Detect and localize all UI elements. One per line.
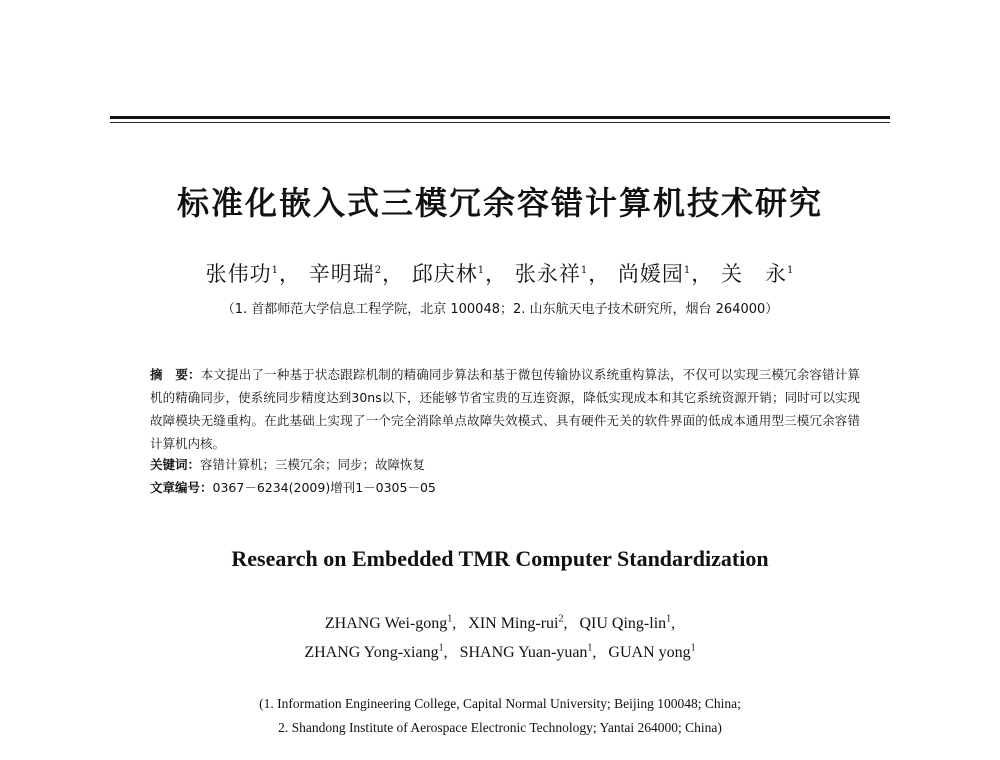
keywords-text: 容错计算机；三模冗余；同步；故障恢复 (200, 457, 426, 472)
chinese-title: 标准化嵌入式三模冗余容错计算机技术研究 (176, 184, 823, 222)
english-affiliation-line-1: (1. Information Engineering College, Capital Normal University; Beijing 100048; China; (259, 696, 741, 711)
keywords-label: 关键词： (150, 457, 201, 472)
author-cn: 邱庆林$^1$， (411, 262, 508, 286)
keywords-line (150, 455, 860, 473)
abstract-block (150, 363, 860, 455)
english-title: Research on Embedded TMR Computer Standardization (231, 546, 769, 571)
english-affiliation-line-2: 2. Shandong Institute of Aerospace Electronic Technology; Yantai 264000; China) (278, 720, 722, 735)
abstract-label: 摘 要： (150, 367, 201, 382)
author-cn: 张伟功$^1$， (205, 262, 302, 286)
author-cn: 尚媛园$^1$， (617, 262, 714, 286)
author-en: QIU Qing-lin$^1$, (579, 614, 676, 633)
article-number-line (150, 478, 860, 496)
header-rule-thick (110, 116, 890, 119)
author-en: SHANG Yuan-yuan$^1$, (459, 643, 597, 662)
chinese-affiliation: （1. 首都师范大学信息工程学院，北京 100048；2. 山东航天电子技术研究所，烟台 264000） (221, 302, 779, 317)
header-rule-thin (110, 122, 890, 123)
author-cn: 关 永$^1$ (720, 262, 795, 286)
english-authors-line-2 (0, 643, 1000, 662)
chinese-authors (0, 258, 1000, 288)
author-cn: 张永祥$^1$， (514, 262, 611, 286)
author-en: XIN Ming-rui$^2$, (468, 614, 568, 633)
author-en: ZHANG Yong-xiang$^1$, (304, 643, 448, 662)
article-number-label: 文章编号： (150, 480, 213, 495)
english-authors-line-1 (0, 614, 1000, 633)
author-en: ZHANG Wei-gong$^1$, (324, 614, 457, 633)
abstract-text: 本文提出了一种基于状态跟踪机制的精确同步算法和基于微包传输协议系统重构算法，不仅可以实现三模冗余容错计算机的精确同步，使系统同步精度达到30ns以下，还能够节省宝贵的互连资源，降低实现成本和其它系统资源开销；同时可以实现故障模块无缝重构。在此基础上实现了一个完全消除单点故障失效模式、具有硬件无关的软件界面的低成本通用型三模冗余容错计算机内核。 (150, 367, 860, 451)
article-number-text: 0367－6234(2009)增刊1－0305－05 (212, 480, 436, 495)
author-en: GUAN yong$^1$ (608, 643, 696, 662)
author-cn: 辛明瑞$^2$， (308, 262, 405, 286)
